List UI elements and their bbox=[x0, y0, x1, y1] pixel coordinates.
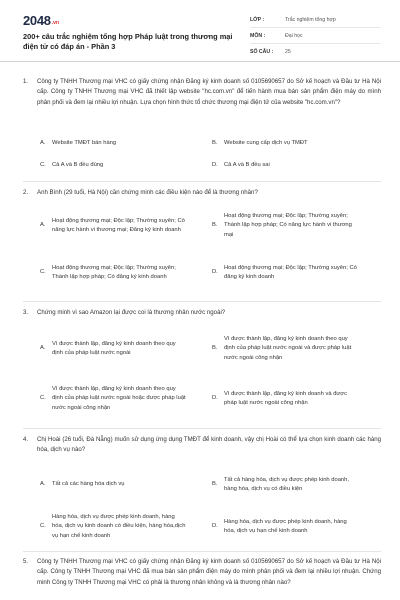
question-4-stem bbox=[23, 435, 381, 456]
option-text: Hàng hóa, dịch vụ được phép kinh doanh, hàng hóa, dịch vụ kinh doanh có điều kiện, hàng hóa,dịch vụ hạn chế kinh doanh bbox=[52, 513, 186, 539]
option-text: Vì được thành lập, đăng ký kinh doanh và được pháp luật nước ngoài công nhận bbox=[224, 390, 348, 406]
option-letter: A. bbox=[40, 481, 46, 488]
question-3-option-d[interactable] bbox=[212, 375, 359, 423]
info-value: Trắc nghiệm tổng hợp bbox=[285, 16, 336, 23]
question-4-option-a[interactable] bbox=[40, 470, 187, 500]
option-letter: D. bbox=[212, 395, 218, 402]
question-text: Chị Hoài (26 tuổi, Đà Nẵng) muốn sử dụng ứng dụng TMĐT để kinh doanh, vậy chị Hoài có thể lựa chọn kinh doanh các hàng hóa, dịch vụ nào? bbox=[37, 436, 381, 454]
option-text: Vì được thành lập, đăng ký kinh doanh theo quy định của pháp luật nước ngoài bbox=[52, 340, 176, 356]
question-5-stem bbox=[23, 557, 381, 588]
info-row-count bbox=[250, 44, 380, 60]
question-text: Anh Bình (29 tuổi, Hà Nội) cần chứng minh các điều kiện nào để là thương nhân? bbox=[37, 189, 258, 196]
option-letter: C. bbox=[40, 162, 46, 169]
question-3-stem bbox=[23, 308, 381, 318]
question-number: 3. bbox=[23, 309, 29, 316]
question-divider bbox=[23, 551, 381, 552]
question-2-option-c[interactable] bbox=[40, 254, 187, 292]
option-text: Hoạt động thương mại; Độc lập; Thường xuyên; Có đăng ký kinh doanh bbox=[224, 264, 357, 280]
option-letter: A. bbox=[40, 345, 46, 352]
document-title: 200+ câu trắc nghiệm tổng hợp Pháp luật trong thương mại điện tử có đáp án - Phần 3 bbox=[23, 32, 233, 51]
option-letter: C. bbox=[40, 523, 46, 530]
question-4-option-b[interactable] bbox=[212, 470, 359, 500]
question-1-option-b[interactable] bbox=[212, 138, 359, 150]
question-divider bbox=[23, 181, 381, 182]
question-4-option-c[interactable] bbox=[40, 508, 187, 546]
info-label: LỚP : bbox=[250, 16, 265, 23]
option-text: Cả A và B đều sai bbox=[224, 162, 270, 169]
question-text: Công ty TNHH Thương mại VHC có giấy chứng nhận Đăng ký kinh doanh số 0105690657 do Sở kế hoạch và Đầu tư Hà Nội cấp. Công ty TNHH Thương mại VHC đã thiết lập website "hc.com.vn" để tiến hành mua bán sản phẩm điện máy do mình phân phối và đem lại nhiều lợi nhuận. Lựa chọn hình thức tổ chức thương mại điện tử của website "hc.com.vn"? bbox=[37, 78, 381, 106]
question-3-option-c[interactable] bbox=[40, 375, 187, 423]
question-divider bbox=[23, 301, 381, 302]
question-3-option-b[interactable] bbox=[212, 330, 359, 368]
site-logo[interactable]: 2048.vn bbox=[23, 13, 59, 28]
option-letter: D. bbox=[212, 269, 218, 276]
question-number: 1. bbox=[23, 78, 29, 85]
question-2-stem bbox=[23, 188, 381, 198]
question-4-option-d[interactable] bbox=[212, 508, 359, 546]
question-1-option-d[interactable] bbox=[212, 160, 359, 172]
question-text: Công ty TNHH Thương mại VHC có giấy chứng nhận Đăng ký kinh doanh số 0105690657 do Sở kế hoạch và Đầu tư Hà Nội cấp. Công ty TNHH Thương mại VHC đã mua bán sản phẩm điện máy do mình phân phối và đem lại nhiều lợi nhuận. Chứng minh Công ty TNHH Thương mại VHC có phải là thương nhân không và là thương nhân nào? bbox=[37, 558, 381, 586]
info-value: 25 bbox=[285, 49, 291, 55]
info-row-class bbox=[250, 12, 380, 28]
info-box bbox=[250, 12, 380, 60]
question-number: 2. bbox=[23, 189, 29, 196]
info-row-subject bbox=[250, 28, 380, 44]
question-2-option-b[interactable] bbox=[212, 207, 359, 245]
info-label: MÔN : bbox=[250, 32, 266, 39]
option-text: Hàng hóa, dịch vụ được phép kinh doanh, hàng hóa, dịch vụ hạn chế kinh doanh bbox=[224, 518, 347, 534]
question-1-option-a[interactable] bbox=[40, 138, 187, 150]
option-letter: B. bbox=[212, 345, 218, 352]
option-letter: D. bbox=[212, 162, 218, 169]
option-text: Tất cả hàng hóa, dịch vụ được phép kinh doanh, hàng hóa, dịch vụ có điều kiện bbox=[224, 476, 349, 492]
option-letter: A. bbox=[40, 222, 46, 229]
info-value: Đại học bbox=[285, 32, 303, 39]
option-letter: B. bbox=[212, 222, 218, 229]
document-header bbox=[0, 0, 400, 62]
option-letter: C. bbox=[40, 269, 46, 276]
option-letter: B. bbox=[212, 140, 218, 147]
question-text: Chứng minh vì sao Amazon lại được coi là thương nhân nước ngoài? bbox=[37, 309, 226, 316]
question-2-option-a[interactable] bbox=[40, 207, 187, 245]
option-text: Website cung cấp dịch vụ TMĐT bbox=[224, 140, 308, 147]
option-text: Tất cả các hàng hóa dịch vụ bbox=[52, 481, 125, 488]
option-text: Vì được thành lập, đăng ký kinh doanh theo quy định của pháp luật nước ngoài hoặc được pháp luật nước ngoài công nhận bbox=[52, 385, 186, 411]
question-1-stem bbox=[23, 77, 381, 108]
question-divider bbox=[23, 428, 381, 429]
option-letter: A. bbox=[40, 140, 46, 147]
question-1-option-c[interactable] bbox=[40, 160, 187, 172]
info-label: SỐ CÂU : bbox=[250, 49, 274, 55]
option-letter: B. bbox=[212, 481, 218, 488]
option-text: Hoạt động thương mại; Độc lập; Thường xuyên; Có năng lực hành vi thương mại; Đăng ký kinh doanh bbox=[52, 217, 185, 233]
option-text: Hoạt động thương mại; Độc lập; Thường xuyên; Thành lập hợp pháp; Có đăng ký kinh doanh bbox=[52, 264, 176, 280]
question-number: 4. bbox=[23, 436, 29, 443]
option-letter: D. bbox=[212, 523, 218, 530]
option-text: Website TMĐT bán hàng bbox=[52, 140, 117, 147]
option-letter: C. bbox=[40, 395, 46, 402]
question-2-option-d[interactable] bbox=[212, 254, 359, 292]
option-text: Cả A và B đều đúng bbox=[52, 162, 104, 169]
question-number: 5. bbox=[23, 558, 29, 565]
question-3-option-a[interactable] bbox=[40, 330, 187, 368]
option-text: Hoạt động thương mại; Độc lập; Thường xuyên; Thành lập hợp pháp; Có năng lực hành vi thương mại bbox=[224, 212, 352, 238]
option-text: Vì được thành lập, đăng ký kinh doanh theo quy định của pháp luật nước ngoài và được pháp luật nước ngoài công nhận bbox=[224, 335, 352, 361]
